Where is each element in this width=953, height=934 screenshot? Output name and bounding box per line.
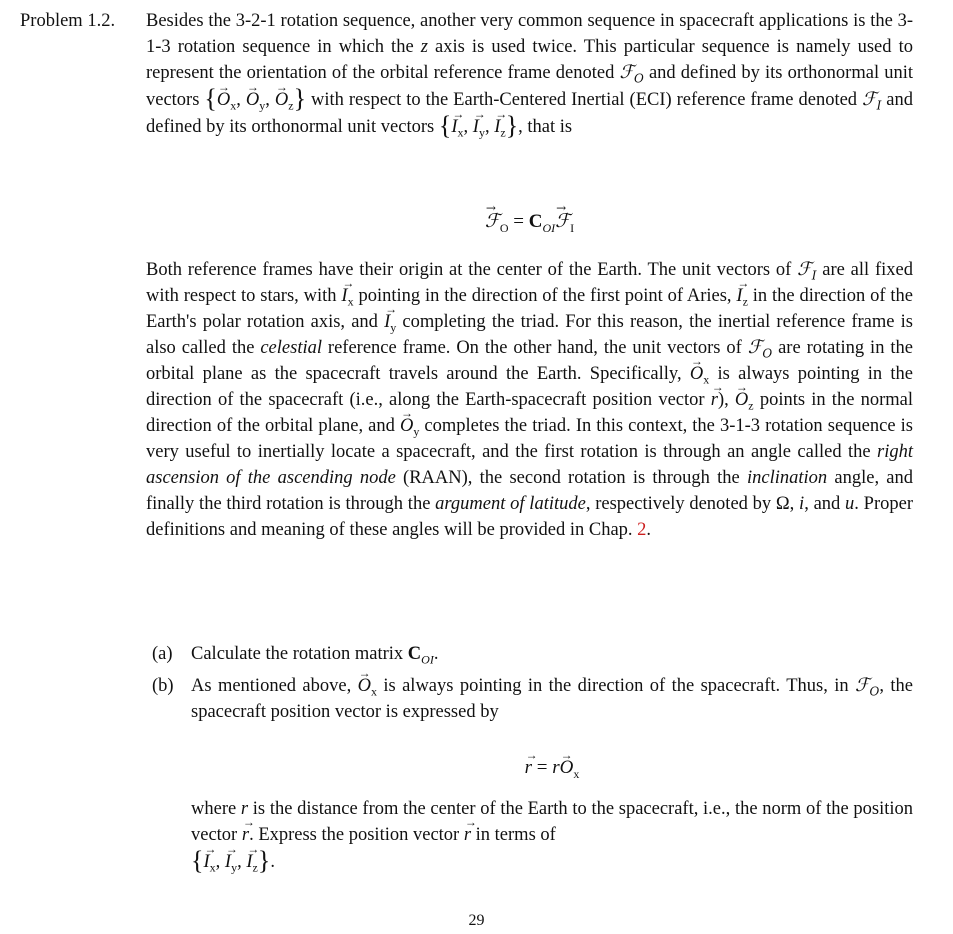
question-a: (a) Calculate the rotation matrix $C_{OI}$. (152, 644, 439, 667)
page-number: 29 (468, 912, 485, 929)
chapter-link[interactable]: 2 (637, 520, 647, 540)
frame-F-I: ℱ$_I$ (862, 89, 882, 113)
equation-position-vector: → $r = r\to O_x$ (191, 755, 913, 781)
problem-label: Problem 1.2. (20, 11, 116, 31)
frames-description-paragraph: Both reference frames have their origin at the center of the Earth. The unit vectors of ℱ$_I$ are all fixed with respect to stars, with → $I_x$ pointing in the direction of the first point of Aries, → $I_z$ in the direction of the Earth's polar rotation axis, and → $I_y$ completing the triad. For this reason, the inertial reference frame is also called the celestial reference frame. On the other hand, the unit vectors of ℱ$_O$ are rotating in the orbital plane as the spacecraft travels around the Earth. Specifically, → $O_x$ is always pointing in the direction of the spacecraft (i.e., along the Earth-spacecraft position vector → r), → $O_z$ points in the normal direction of the orbital plane, and → $O_y$ completes the triad. In this context, the 3-1-3 rotation sequence is very useful to inertially locate a spacecraft, and the first rotation is through an angle called the right ascension of the ascending node (RAAN), the second rotation is through the inclination angle, and finally the third rotation is through the argument of latitude, respectively denoted by Ω, i, and u. Proper definitions and meaning of these angles will be provided in Chap. 2. (146, 257, 913, 543)
frame-F-O: ℱ$_O$ (619, 62, 644, 86)
question-b: (b) As mentioned above, → $O_x$ is always pointing in the direction of the spacecraft. Thus, in ℱ$_O$, the spacecraft position vector is expressed by (146, 673, 913, 725)
problem-intro-paragraph: Besides the 3-2-1 rotation sequence, another very common sequence in spacecraft applications is the 3-1-3 rotation sequence in which the z axis is used twice. This particular sequence is namely used to represent the orientation of the orbital reference frame denoted ℱ$_O$ and defined by its orthonormal unit vectors {→ $O_x$, → $O_y$, → $O_z$} with respect to the Earth-Centered Inertial (ECI) reference frame denoted ℱ$_I$ and defined by its orthonormal unit vectors {→ $I_x$, → $I_y$, → $I_z$}, that is (146, 8, 913, 140)
question-b-continuation: where r is the distance from the center of the Earth to the spacecraft, i.e., the norm of the position vector → r. Express the position vector → r in terms of {→ $I_x$, → $I_y$, → $I_z$}. (191, 796, 913, 875)
equation-frame-transform: → ℱ$_O$ = $C_{OI}\to$ ℱ$_I$ (146, 208, 913, 235)
sub-questions (146, 641, 913, 731)
